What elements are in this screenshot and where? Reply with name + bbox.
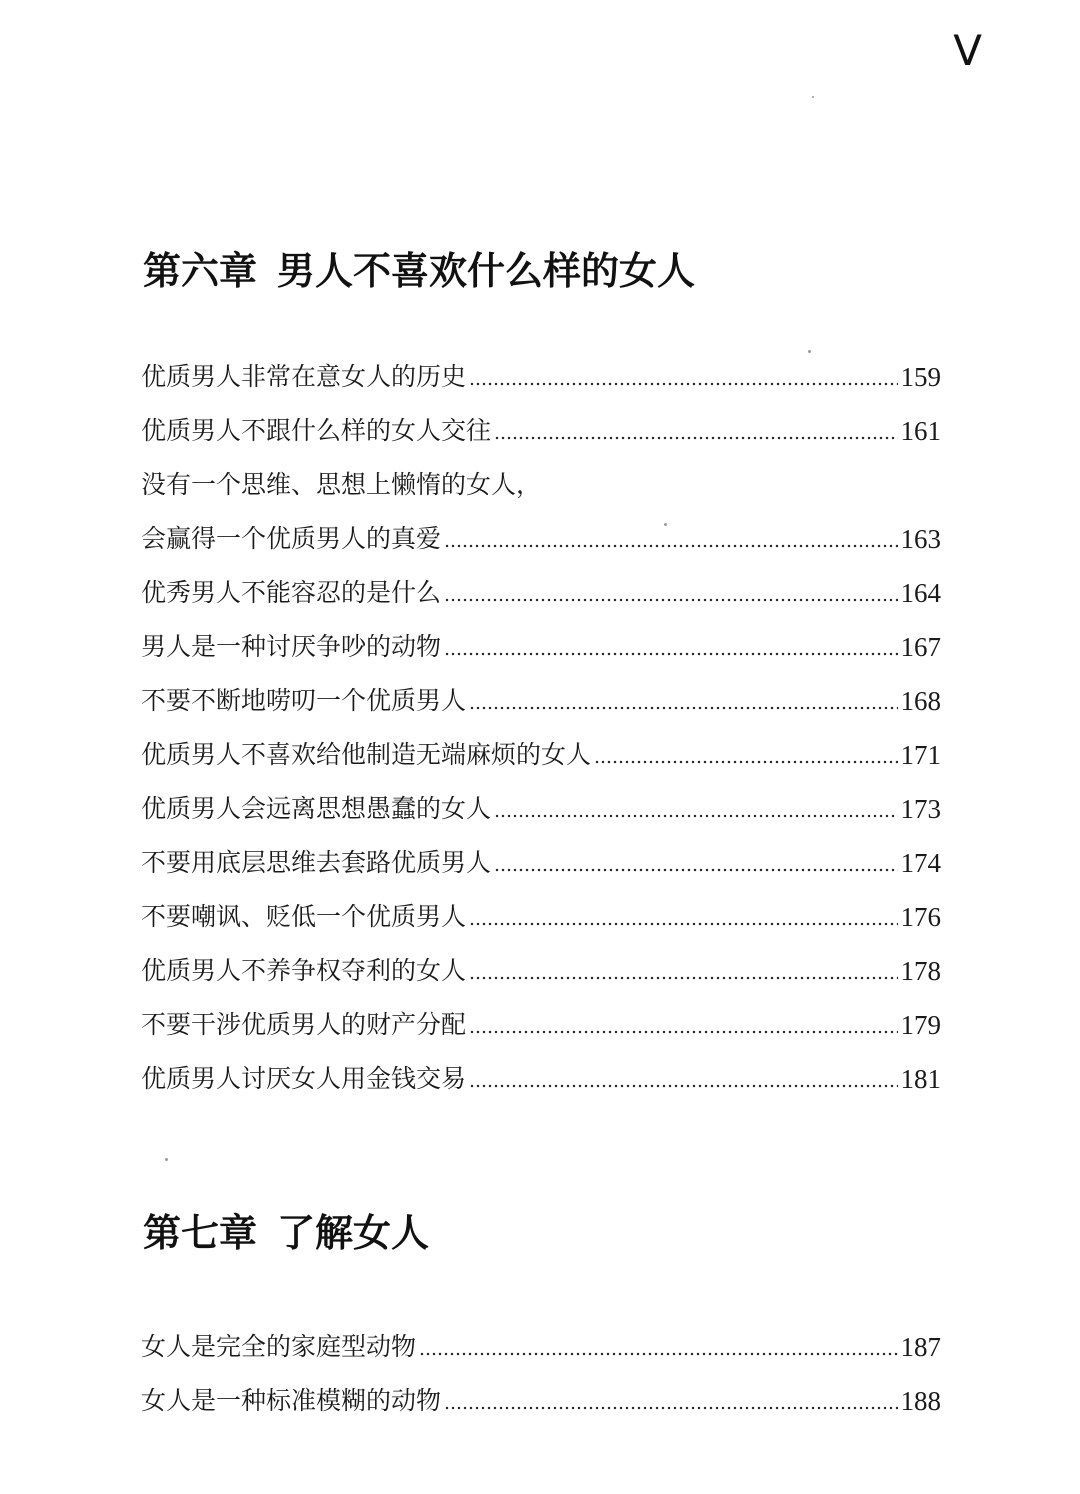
toc-entry-title: 会赢得一个优质男人的真爱	[141, 524, 442, 553]
toc-entry-title: 优质男人不跟什么样的女人交往	[141, 416, 492, 445]
toc-entry	[141, 502, 941, 556]
toc-entry	[141, 556, 941, 610]
toc-entry	[141, 664, 941, 718]
page-number: V	[953, 26, 982, 75]
toc-entry-title: 优质男人会远离思想愚蠢的女人	[141, 794, 492, 823]
dot-leader	[494, 813, 897, 819]
toc-entry	[141, 772, 941, 826]
toc-entry-page: 171	[900, 740, 941, 770]
toc-entry-title: 不要用底层思维去套路优质男人	[141, 848, 492, 877]
toc-entry	[141, 880, 941, 934]
toc-entry	[141, 1310, 941, 1364]
toc-entry	[141, 988, 941, 1042]
dot-leader	[469, 975, 897, 981]
dot-leader	[469, 1029, 897, 1035]
dot-leader	[494, 867, 897, 873]
toc-entry-page: 159	[900, 362, 941, 392]
dot-leader	[444, 597, 897, 603]
chapter-heading	[143, 1202, 429, 1257]
toc-entry	[141, 826, 941, 880]
toc-entry-title: 男人是一种讨厌争吵的动物	[141, 632, 442, 661]
chapter-title: 男人不喜欢什么样的女人	[277, 248, 696, 293]
scan-speck	[808, 350, 811, 353]
toc-entry-page: 174	[900, 848, 941, 878]
toc-entry	[141, 1042, 941, 1096]
toc-entry-page: 167	[900, 632, 941, 662]
dot-leader	[494, 435, 897, 441]
toc-entry-title: 优质男人讨厌女人用金钱交易	[141, 1064, 467, 1093]
toc-entry-page: 168	[900, 686, 941, 716]
toc-entry-page: 187	[900, 1332, 941, 1362]
toc-entry-page: 188	[900, 1386, 941, 1416]
toc-entry-page: 178	[900, 956, 941, 986]
toc-entry-page: 176	[900, 902, 941, 932]
toc-entry	[141, 394, 941, 448]
toc-entry-title: 优质男人不养争权夺利的女人	[141, 956, 467, 985]
toc-entry-page: 163	[900, 524, 941, 554]
toc-entry-title: 女人是一种标准模糊的动物	[141, 1386, 442, 1415]
toc-entry-page: 161	[900, 416, 941, 446]
toc-entry-title: 女人是完全的家庭型动物	[141, 1332, 417, 1361]
toc-entry	[141, 934, 941, 988]
chapter-number: 第六章	[143, 248, 258, 293]
dot-leader	[444, 651, 897, 657]
dot-leader	[469, 705, 897, 711]
toc-entry-page: 173	[900, 794, 941, 824]
toc-entry	[141, 610, 941, 664]
chapter-heading	[143, 240, 695, 295]
dot-leader	[594, 759, 897, 765]
dot-leader	[469, 921, 897, 927]
toc-entry-title: 没有一个思维、思想上懒惰的女人，	[141, 470, 542, 499]
toc-entry	[141, 448, 941, 502]
toc-entry-title: 优质男人非常在意女人的历史	[141, 362, 467, 391]
toc-entry-page: 179	[900, 1010, 941, 1040]
toc-entry-page: 181	[900, 1064, 941, 1094]
toc-entry-title: 优质男人不喜欢给他制造无端麻烦的女人	[141, 740, 592, 769]
scan-speck	[165, 1158, 168, 1161]
chapter-number: 第七章	[143, 1210, 258, 1255]
dot-leader	[469, 1083, 897, 1089]
dot-leader	[444, 1405, 897, 1411]
toc-entry-page: 164	[900, 578, 941, 608]
toc-entry-title: 不要嘲讽、贬低一个优质男人	[141, 902, 467, 931]
scan-speck	[664, 523, 667, 526]
dot-leader	[469, 381, 897, 387]
toc-entry	[141, 718, 941, 772]
toc-entry-title: 不要干涉优质男人的财产分配	[141, 1010, 467, 1039]
toc-list	[141, 1310, 941, 1418]
scan-speck	[812, 96, 814, 98]
toc-entry-title: 不要不断地唠叨一个优质男人	[141, 686, 467, 715]
dot-leader	[419, 1351, 897, 1357]
toc-entry	[141, 1364, 941, 1418]
toc-entry-title: 优秀男人不能容忍的是什么	[141, 578, 442, 607]
dot-leader	[444, 543, 897, 549]
chapter-title: 了解女人	[277, 1210, 430, 1255]
toc-list	[141, 340, 941, 1096]
toc-entry	[141, 340, 941, 394]
